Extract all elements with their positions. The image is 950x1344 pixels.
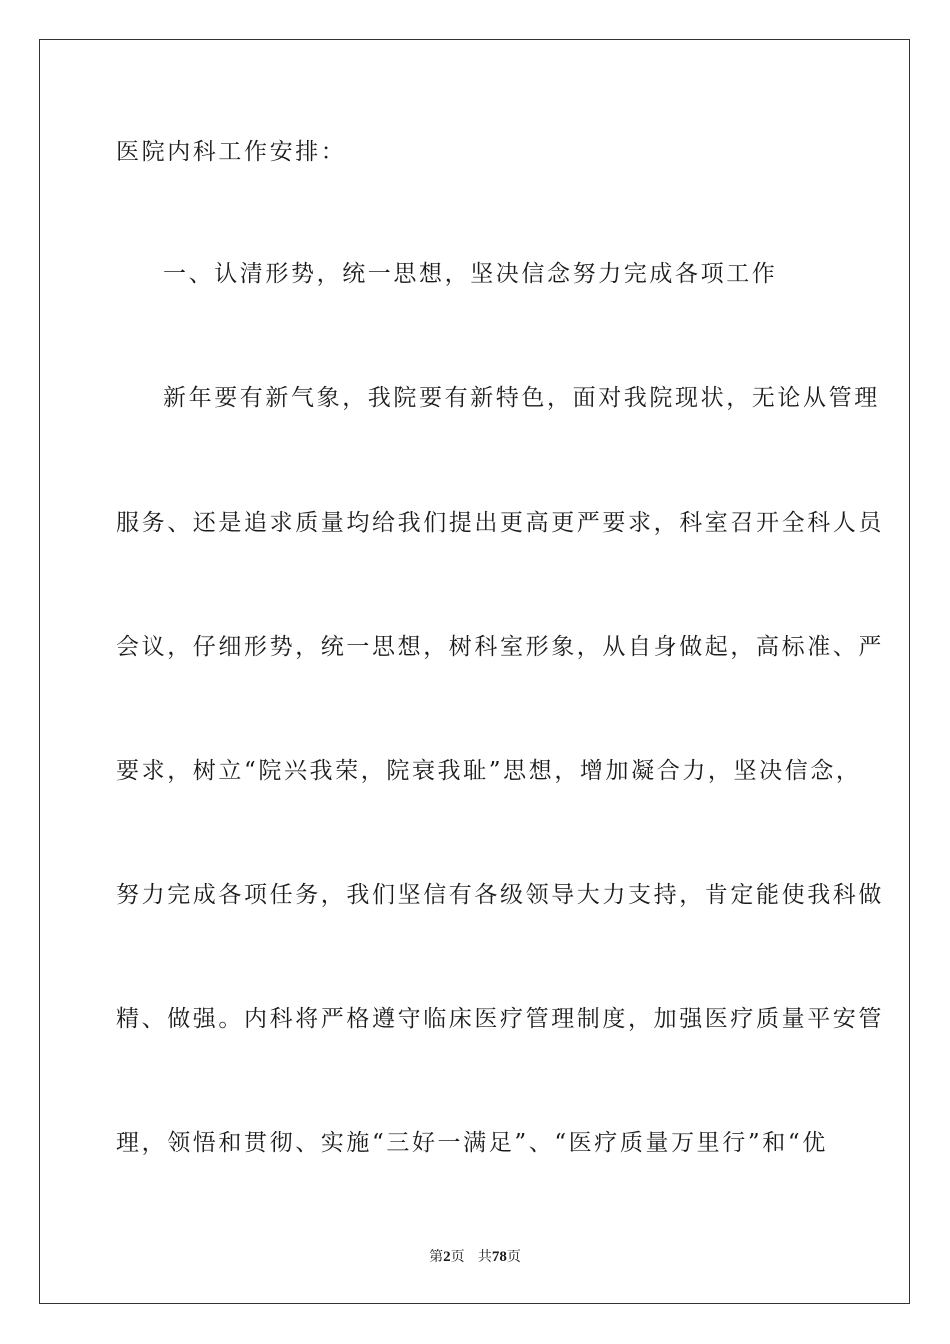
footer-total-prefix: 共 — [477, 1249, 492, 1265]
footer-page-number: 2 — [443, 1249, 451, 1265]
paragraph-line: 精、做强。内科将严格遵守临床医疗管理制度，加强医疗质量平安管 — [116, 1006, 884, 1032]
paragraph-line: 新年要有新气象，我院要有新特色，面对我院现状，无论从管理 — [163, 385, 880, 411]
footer-total-suffix: 页 — [506, 1249, 521, 1265]
footer-page-suffix: 页 — [450, 1249, 465, 1265]
paragraph-line: 努力完成各项任务，我们坚信有各级领导大力支持，肯定能使我科做 — [116, 882, 884, 908]
page-border — [39, 39, 910, 1304]
paragraph-line: 会议，仔细形势，统一思想，树科室形象，从自身做起，高标准、严 — [116, 634, 884, 660]
paragraph-line: 理，领悟和贯彻、实施“三好一满足”、“医疗质量万里行”和“优 — [116, 1130, 828, 1156]
paragraph-line: 服务、还是追求质量均给我们提出更高更严要求，科室召开全科人员 — [116, 510, 884, 536]
document-title: 医院内科工作安排： — [116, 139, 347, 165]
paragraph-line: 要求，树立“院兴我荣，院衰我耻”思想，增加凝合力，坚决信念， — [116, 758, 862, 784]
section-heading: 一、认清形势，统一思想，坚决信念努力完成各项工作 — [163, 261, 778, 287]
footer-total-pages: 78 — [491, 1249, 507, 1265]
footer-page-prefix: 第 — [429, 1249, 444, 1265]
page-footer — [0, 1247, 950, 1267]
